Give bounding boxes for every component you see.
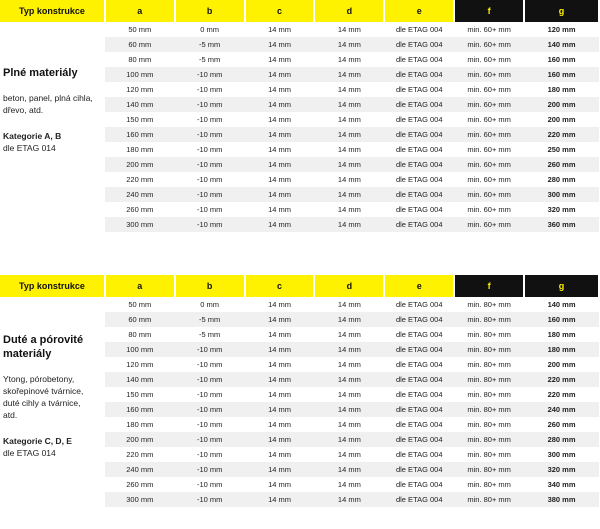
cell-e: dle ETAG 004	[395, 360, 443, 369]
cell-b: -10 mm	[196, 420, 223, 429]
cell-d: 14 mm	[314, 187, 384, 202]
cell-e: dle ETAG 004	[395, 450, 443, 459]
cell-c: 14 mm	[245, 127, 315, 142]
cell-c: 14 mm	[268, 115, 291, 124]
cell-b: 0 mm	[200, 300, 220, 309]
header-g: g	[524, 275, 599, 297]
cell-f: min. 60+ mm	[467, 175, 511, 184]
cell-g: 340 mm	[547, 480, 576, 489]
cell-c: 14 mm	[268, 300, 291, 309]
cell-a: 180 mm	[126, 145, 154, 154]
cell-c: 14 mm	[245, 402, 315, 417]
cell-c: 14 mm	[245, 312, 315, 327]
cell-g: 280 mm	[524, 432, 599, 447]
header-row	[0, 0, 599, 22]
cell-d: 14 mm	[314, 157, 384, 172]
header-a: a	[105, 275, 175, 297]
cell-e: dle ETAG 004	[395, 205, 443, 214]
cell-a: 160 mm	[105, 402, 175, 417]
cell-e: dle ETAG 004	[384, 37, 454, 52]
cell-f: min. 60+ mm	[467, 85, 511, 94]
header-c: c	[245, 0, 315, 22]
cell-b: -10 mm	[175, 492, 245, 507]
cell-f: min. 80+ mm	[454, 492, 524, 507]
cell-a: 140 mm	[105, 372, 175, 387]
cell-b: -10 mm	[196, 115, 223, 124]
cell-g: 220 mm	[524, 372, 599, 387]
cell-c: 14 mm	[268, 175, 291, 184]
table-row	[0, 157, 599, 172]
category-label: Kategorie C, D, E	[3, 436, 72, 446]
table-row	[0, 187, 599, 202]
cell-a: 200 mm	[105, 157, 175, 172]
cell-e: dle ETAG 004	[395, 115, 443, 124]
cell-d: 14 mm	[337, 480, 361, 489]
cell-a: 200 mm	[105, 432, 175, 447]
cell-d: 14 mm	[314, 67, 384, 82]
cell-a: 50 mm	[128, 25, 152, 34]
cell-f: min. 80+ mm	[454, 372, 524, 387]
header-type: Typ konstrukce	[0, 275, 105, 297]
cell-d: 14 mm	[314, 462, 384, 477]
cell-e: dle ETAG 004	[395, 145, 443, 154]
cell-b: -10 mm	[196, 450, 223, 459]
cell-b: -10 mm	[196, 175, 223, 184]
cell-d: 14 mm	[337, 25, 361, 34]
cell-c: 14 mm	[268, 450, 291, 459]
header-g: g	[524, 0, 599, 22]
cell-g: 200 mm	[524, 97, 599, 112]
cell-f: min. 80+ mm	[467, 390, 511, 399]
cell-b: -10 mm	[175, 372, 245, 387]
table-row	[0, 477, 599, 492]
cell-b: -10 mm	[175, 67, 245, 82]
cell-g: 200 mm	[547, 115, 576, 124]
table-row	[0, 462, 599, 477]
cell-a: 100 mm	[105, 67, 175, 82]
header-f: f	[454, 275, 524, 297]
cell-c: 14 mm	[268, 390, 291, 399]
type-cell	[0, 462, 105, 477]
cell-b: -5 mm	[175, 312, 245, 327]
cell-a: 120 mm	[126, 360, 154, 369]
cell-e: dle ETAG 004	[395, 390, 443, 399]
cell-e: dle ETAG 004	[395, 85, 443, 94]
cell-c: 14 mm	[268, 25, 291, 34]
cell-d: 14 mm	[337, 360, 361, 369]
cell-a: 240 mm	[105, 462, 175, 477]
cell-c: 14 mm	[245, 37, 315, 52]
cell-d: 14 mm	[337, 300, 361, 309]
cell-g: 280 mm	[547, 175, 576, 184]
cell-c: 14 mm	[268, 85, 291, 94]
cell-d: 14 mm	[337, 420, 361, 429]
cell-g: 140 mm	[547, 300, 576, 309]
cell-b: -10 mm	[175, 342, 245, 357]
cell-c: 14 mm	[245, 217, 315, 232]
type-cell	[0, 492, 105, 507]
cell-g: 320 mm	[524, 462, 599, 477]
cell-e: dle ETAG 004	[384, 187, 454, 202]
cell-f: min. 60+ mm	[454, 217, 524, 232]
cell-g: 300 mm	[547, 450, 576, 459]
cell-f: min. 60+ mm	[454, 97, 524, 112]
cell-g: 240 mm	[524, 402, 599, 417]
cell-d: 14 mm	[314, 217, 384, 232]
cell-f: min. 80+ mm	[467, 360, 511, 369]
cell-g: 140 mm	[524, 37, 599, 52]
category-label: Kategorie A, B	[3, 131, 62, 141]
cell-c: 14 mm	[245, 67, 315, 82]
header-e: e	[384, 0, 454, 22]
cell-d: 14 mm	[337, 390, 361, 399]
cell-e: dle ETAG 004	[395, 480, 443, 489]
cell-f: min. 60+ mm	[454, 67, 524, 82]
cell-f: min. 80+ mm	[454, 402, 524, 417]
header-b: b	[175, 0, 245, 22]
cell-f: min. 80+ mm	[454, 312, 524, 327]
material-title: Duté a pórovité materiály	[3, 334, 84, 360]
cell-a: 300 mm	[105, 492, 175, 507]
cell-g: 180 mm	[547, 85, 576, 94]
cell-f: min. 80+ mm	[467, 420, 511, 429]
category-ref: dle ETAG 014	[3, 143, 56, 153]
cell-f: min. 80+ mm	[454, 342, 524, 357]
cell-a: 160 mm	[105, 127, 175, 142]
cell-e: dle ETAG 004	[384, 372, 454, 387]
cell-b: -10 mm	[196, 85, 223, 94]
cell-b: -10 mm	[175, 127, 245, 142]
cell-c: 14 mm	[245, 157, 315, 172]
cell-d: 14 mm	[337, 175, 361, 184]
cell-f: min. 80+ mm	[467, 300, 511, 309]
cell-c: 14 mm	[245, 462, 315, 477]
cell-a: 150 mm	[126, 390, 154, 399]
cell-d: 14 mm	[337, 55, 361, 64]
cell-e: dle ETAG 004	[395, 25, 443, 34]
cell-c: 14 mm	[268, 420, 291, 429]
cell-g: 180 mm	[524, 342, 599, 357]
cell-c: 14 mm	[268, 145, 291, 154]
cell-g: 260 mm	[547, 420, 576, 429]
header-type: Typ konstrukce	[0, 0, 105, 22]
table-row	[0, 202, 599, 217]
cell-a: 150 mm	[126, 115, 154, 124]
cell-c: 14 mm	[245, 342, 315, 357]
type-cell	[0, 157, 105, 172]
cell-a: 60 mm	[105, 37, 175, 52]
table-row	[0, 172, 599, 187]
cell-a: 300 mm	[105, 217, 175, 232]
cell-b: -10 mm	[196, 360, 223, 369]
cell-g: 300 mm	[524, 187, 599, 202]
cell-g: 160 mm	[547, 55, 576, 64]
cell-b: -10 mm	[196, 145, 223, 154]
cell-f: min. 60+ mm	[467, 55, 511, 64]
cell-e: dle ETAG 004	[384, 342, 454, 357]
cell-a: 220 mm	[126, 175, 154, 184]
cell-d: 14 mm	[337, 85, 361, 94]
cell-f: min. 60+ mm	[467, 205, 511, 214]
cell-g: 160 mm	[524, 312, 599, 327]
cell-e: dle ETAG 004	[384, 97, 454, 112]
header-d: d	[314, 275, 384, 297]
cell-g: 120 mm	[547, 25, 576, 34]
cell-f: min. 60+ mm	[454, 37, 524, 52]
cell-d: 14 mm	[337, 115, 361, 124]
cell-f: min. 80+ mm	[467, 450, 511, 459]
cell-b: -10 mm	[196, 390, 223, 399]
cell-b: -10 mm	[175, 432, 245, 447]
cell-e: dle ETAG 004	[395, 300, 443, 309]
cell-b: -5 mm	[199, 330, 221, 339]
category-ref: dle ETAG 014	[3, 448, 56, 458]
cell-b: 0 mm	[200, 25, 220, 34]
cell-a: 100 mm	[105, 342, 175, 357]
cell-f: min. 60+ mm	[467, 145, 511, 154]
header-f: f	[454, 0, 524, 22]
cell-d: 14 mm	[337, 330, 361, 339]
cell-g: 200 mm	[547, 360, 576, 369]
type-cell	[0, 477, 105, 492]
cell-d: 14 mm	[314, 312, 384, 327]
cell-d: 14 mm	[314, 402, 384, 417]
cell-d: 14 mm	[337, 450, 361, 459]
cell-d: 14 mm	[314, 372, 384, 387]
header-a: a	[105, 0, 175, 22]
cell-e: dle ETAG 004	[384, 67, 454, 82]
type-cell	[0, 187, 105, 202]
cell-d: 14 mm	[337, 205, 361, 214]
table-row	[0, 492, 599, 507]
type-cell	[0, 172, 105, 187]
cell-f: min. 60+ mm	[454, 157, 524, 172]
cell-c: 14 mm	[245, 432, 315, 447]
cell-d: 14 mm	[337, 145, 361, 154]
cell-e: dle ETAG 004	[395, 175, 443, 184]
cell-a: 80 mm	[128, 330, 152, 339]
header-c: c	[245, 275, 315, 297]
cell-c: 14 mm	[245, 187, 315, 202]
cell-b: -10 mm	[175, 462, 245, 477]
header-e: e	[384, 275, 454, 297]
cell-b: -5 mm	[199, 55, 221, 64]
cell-e: dle ETAG 004	[395, 55, 443, 64]
cell-e: dle ETAG 004	[384, 157, 454, 172]
cell-g: 250 mm	[547, 145, 576, 154]
cell-a: 50 mm	[128, 300, 152, 309]
cell-f: min. 80+ mm	[454, 462, 524, 477]
cell-f: min. 80+ mm	[467, 330, 511, 339]
side-info	[3, 30, 103, 154]
type-cell	[0, 202, 105, 217]
cell-a: 180 mm	[126, 420, 154, 429]
type-cell	[0, 217, 105, 232]
cell-c: 14 mm	[245, 372, 315, 387]
cell-f: min. 80+ mm	[454, 432, 524, 447]
material-description: Ytong, pórobetony, skořepinové tvárnice, duté cihly a tvárnice, atd.	[3, 374, 84, 420]
cell-c: 14 mm	[245, 492, 315, 507]
cell-a: 260 mm	[126, 480, 154, 489]
cell-g: 220 mm	[547, 390, 576, 399]
cell-b: -10 mm	[175, 97, 245, 112]
cell-c: 14 mm	[268, 480, 291, 489]
cell-b: -10 mm	[196, 205, 223, 214]
cell-e: dle ETAG 004	[384, 217, 454, 232]
cell-g: 180 mm	[547, 330, 576, 339]
cell-b: -10 mm	[175, 217, 245, 232]
cell-d: 14 mm	[314, 37, 384, 52]
category-block	[3, 435, 103, 459]
cell-f: min. 80+ mm	[467, 480, 511, 489]
cell-d: 14 mm	[314, 97, 384, 112]
cell-b: -10 mm	[196, 480, 223, 489]
cell-e: dle ETAG 004	[384, 127, 454, 142]
cell-c: 14 mm	[268, 330, 291, 339]
cell-f: min. 60+ mm	[467, 25, 511, 34]
category-block	[3, 130, 103, 154]
cell-e: dle ETAG 004	[384, 492, 454, 507]
cell-a: 80 mm	[128, 55, 152, 64]
cell-d: 14 mm	[314, 342, 384, 357]
cell-b: -10 mm	[175, 187, 245, 202]
cell-g: 260 mm	[524, 157, 599, 172]
cell-e: dle ETAG 004	[384, 462, 454, 477]
cell-a: 60 mm	[105, 312, 175, 327]
cell-g: 220 mm	[524, 127, 599, 142]
material-description: beton, panel, plná cihla, dřevo, atd.	[3, 93, 93, 115]
cell-e: dle ETAG 004	[384, 432, 454, 447]
cell-c: 14 mm	[268, 55, 291, 64]
header-row	[0, 275, 599, 297]
cell-d: 14 mm	[314, 432, 384, 447]
header-d: d	[314, 0, 384, 22]
cell-d: 14 mm	[314, 492, 384, 507]
cell-e: dle ETAG 004	[395, 330, 443, 339]
material-title: Plné materiály	[3, 67, 78, 79]
cell-d: 14 mm	[314, 127, 384, 142]
header-b: b	[175, 275, 245, 297]
cell-c: 14 mm	[268, 360, 291, 369]
cell-f: min. 60+ mm	[467, 115, 511, 124]
cell-e: dle ETAG 004	[384, 312, 454, 327]
cell-e: dle ETAG 004	[395, 420, 443, 429]
side-info	[3, 305, 103, 459]
cell-b: -5 mm	[175, 37, 245, 52]
cell-f: min. 60+ mm	[454, 127, 524, 142]
cell-b: -10 mm	[175, 402, 245, 417]
cell-a: 140 mm	[105, 97, 175, 112]
cell-c: 14 mm	[245, 97, 315, 112]
cell-g: 160 mm	[524, 67, 599, 82]
cell-b: -10 mm	[175, 157, 245, 172]
cell-c: 14 mm	[268, 205, 291, 214]
cell-g: 320 mm	[547, 205, 576, 214]
cell-g: 380 mm	[524, 492, 599, 507]
cell-a: 240 mm	[105, 187, 175, 202]
table-row	[0, 217, 599, 232]
cell-f: min. 60+ mm	[454, 187, 524, 202]
cell-g: 360 mm	[524, 217, 599, 232]
cell-a: 120 mm	[126, 85, 154, 94]
cell-e: dle ETAG 004	[384, 402, 454, 417]
cell-a: 220 mm	[126, 450, 154, 459]
cell-a: 260 mm	[126, 205, 154, 214]
